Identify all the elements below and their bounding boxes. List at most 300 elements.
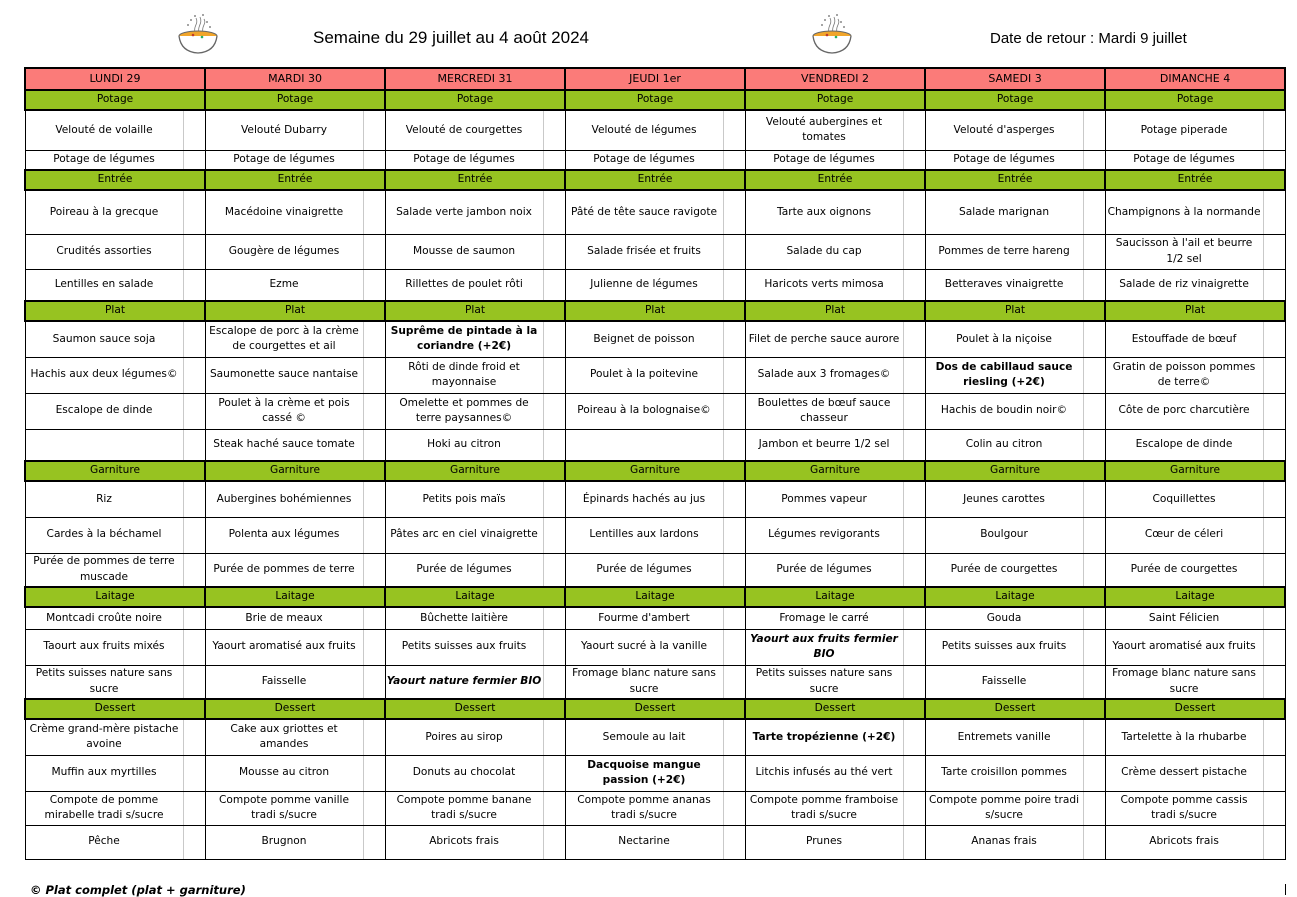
category-header: Entrée xyxy=(385,170,565,190)
tick-cell[interactable] xyxy=(903,321,925,357)
tick-cell[interactable] xyxy=(363,150,385,170)
category-header: Garniture xyxy=(25,461,205,481)
menu-item: Escalope de dinde xyxy=(25,393,183,429)
tick-cell[interactable] xyxy=(1083,607,1105,629)
menu-item: Compote pomme ananas tradi s/sucre xyxy=(565,791,723,825)
tick-cell[interactable] xyxy=(363,719,385,755)
menu-item: Bûchette laitière xyxy=(385,607,543,629)
tick-cell[interactable] xyxy=(183,629,205,665)
tick-cell[interactable] xyxy=(363,553,385,587)
menu-item: Filet de perche sauce aurore xyxy=(745,321,903,357)
menu-item: Velouté d'asperges xyxy=(925,110,1083,150)
menu-item: Boulgour xyxy=(925,517,1083,553)
tick-cell[interactable] xyxy=(543,665,565,699)
menu-row xyxy=(25,629,1285,665)
tick-cell[interactable] xyxy=(363,190,385,234)
tick-cell[interactable] xyxy=(1083,553,1105,587)
category-header-row xyxy=(25,90,1285,110)
tick-cell[interactable] xyxy=(723,190,745,234)
category-header: Laitage xyxy=(205,587,385,607)
menu-item: Hachis de boudin noir© xyxy=(925,393,1083,429)
menu-row xyxy=(25,665,1285,699)
category-header: Garniture xyxy=(745,461,925,481)
menu-item: Potage de légumes xyxy=(1105,150,1263,170)
tick-cell[interactable] xyxy=(543,481,565,517)
menu-item: Potage de légumes xyxy=(745,150,903,170)
menu-item: Brugnon xyxy=(205,825,363,859)
menu-item: Yaourt aromatisé aux fruits xyxy=(205,629,363,665)
menu-item: Pommes vapeur xyxy=(745,481,903,517)
tick-cell[interactable] xyxy=(1263,190,1285,234)
tick-cell[interactable] xyxy=(903,825,925,859)
menu-item: Compote de pomme mirabelle tradi s/sucre xyxy=(25,791,183,825)
menu-item: Jambon et beurre 1/2 sel xyxy=(745,429,903,461)
menu-item xyxy=(25,429,183,461)
tick-cell[interactable] xyxy=(1083,791,1105,825)
tick-cell[interactable] xyxy=(1263,393,1285,429)
menu-item: Lentilles en salade xyxy=(25,269,183,301)
menu-item: Salade aux 3 fromages© xyxy=(745,357,903,393)
menu-item: Prunes xyxy=(745,825,903,859)
menu-item: Compote pomme framboise tradi s/sucre xyxy=(745,791,903,825)
tick-cell[interactable] xyxy=(1083,357,1105,393)
tick-cell[interactable] xyxy=(183,825,205,859)
tick-cell[interactable] xyxy=(1083,825,1105,859)
menu-table xyxy=(24,67,1286,860)
tick-cell[interactable] xyxy=(723,629,745,665)
tick-cell[interactable] xyxy=(1083,755,1105,791)
menu-item: Potage de légumes xyxy=(205,150,363,170)
tick-cell[interactable] xyxy=(1263,607,1285,629)
tick-cell[interactable] xyxy=(183,607,205,629)
tick-cell[interactable] xyxy=(1263,481,1285,517)
tick-cell[interactable] xyxy=(543,190,565,234)
menu-item: Purée de courgettes xyxy=(925,553,1083,587)
tick-cell[interactable] xyxy=(1083,629,1105,665)
tick-cell[interactable] xyxy=(723,234,745,269)
menu-item: Tarte croisillon pommes xyxy=(925,755,1083,791)
tick-cell[interactable] xyxy=(723,719,745,755)
tick-cell[interactable] xyxy=(1083,719,1105,755)
menu-item: Saint Félicien xyxy=(1105,607,1263,629)
tick-cell[interactable] xyxy=(1083,110,1105,150)
tick-cell[interactable] xyxy=(903,629,925,665)
menu-item: Saumonette sauce nantaise xyxy=(205,357,363,393)
menu-item: Coquillettes xyxy=(1105,481,1263,517)
menu-item: Yaourt nature fermier BIO xyxy=(385,665,543,699)
category-header-row xyxy=(25,170,1285,190)
menu-item: Poulet à la poitevine xyxy=(565,357,723,393)
tick-cell[interactable] xyxy=(903,429,925,461)
menu-item: Beignet de poisson xyxy=(565,321,723,357)
tick-cell[interactable] xyxy=(543,607,565,629)
menu-item: Jeunes carottes xyxy=(925,481,1083,517)
menu-item: Cake aux griottes et amandes xyxy=(205,719,363,755)
tick-cell[interactable] xyxy=(543,791,565,825)
tick-cell[interactable] xyxy=(903,393,925,429)
menu-item: Rôti de dinde froid et mayonnaise xyxy=(385,357,543,393)
menu-item: Fromage le carré xyxy=(745,607,903,629)
tick-cell[interactable] xyxy=(723,825,745,859)
menu-item: Yaourt aux fruits fermier BIO xyxy=(745,629,903,665)
menu-row xyxy=(25,393,1285,429)
category-header: Plat xyxy=(565,301,745,321)
category-header: Laitage xyxy=(1105,587,1285,607)
tick-cell[interactable] xyxy=(1263,665,1285,699)
tick-cell[interactable] xyxy=(1263,234,1285,269)
tick-cell[interactable] xyxy=(903,517,925,553)
menu-item: Pâté de tête sauce ravigote xyxy=(565,190,723,234)
tick-cell[interactable] xyxy=(363,269,385,301)
tick-cell[interactable] xyxy=(1263,110,1285,150)
tick-cell[interactable] xyxy=(1263,719,1285,755)
tick-cell[interactable] xyxy=(543,110,565,150)
day-header: MARDI 30 xyxy=(205,68,385,90)
tick-cell[interactable] xyxy=(183,321,205,357)
menu-item: Petits suisses aux fruits xyxy=(925,629,1083,665)
tick-cell[interactable] xyxy=(1083,393,1105,429)
tick-cell[interactable] xyxy=(363,357,385,393)
category-header: Plat xyxy=(205,301,385,321)
tick-cell[interactable] xyxy=(543,393,565,429)
tick-cell[interactable] xyxy=(1263,755,1285,791)
tick-cell[interactable] xyxy=(183,110,205,150)
tick-cell[interactable] xyxy=(1263,791,1285,825)
return-date: Date de retour : Mardi 9 juillet xyxy=(990,30,1187,47)
category-header: Garniture xyxy=(385,461,565,481)
menu-item: Petits pois maïs xyxy=(385,481,543,517)
menu-item: Purée de pommes de terre muscade xyxy=(25,553,183,587)
category-header: Plat xyxy=(1105,301,1285,321)
menu-item: Faisselle xyxy=(925,665,1083,699)
menu-item: Estouffade de bœuf xyxy=(1105,321,1263,357)
menu-item: Potage de légumes xyxy=(925,150,1083,170)
category-header: Entrée xyxy=(565,170,745,190)
menu-item: Poireau à la grecque xyxy=(25,190,183,234)
day-header-row xyxy=(25,68,1285,90)
category-header: Dessert xyxy=(205,699,385,719)
menu-item: Légumes revigorants xyxy=(745,517,903,553)
tick-cell[interactable] xyxy=(543,429,565,461)
category-header: Potage xyxy=(385,90,565,110)
menu-row xyxy=(25,234,1285,269)
tick-cell[interactable] xyxy=(543,321,565,357)
tick-cell[interactable] xyxy=(903,755,925,791)
day-header: VENDREDI 2 xyxy=(745,68,925,90)
tick-cell[interactable] xyxy=(903,665,925,699)
category-header: Dessert xyxy=(565,699,745,719)
tick-cell[interactable] xyxy=(903,607,925,629)
tick-cell[interactable] xyxy=(183,791,205,825)
tick-cell[interactable] xyxy=(723,393,745,429)
menu-item: Purée de légumes xyxy=(565,553,723,587)
menu-item: Rillettes de poulet rôti xyxy=(385,269,543,301)
tick-cell[interactable] xyxy=(363,481,385,517)
menu-item: Petits suisses nature sans sucre xyxy=(25,665,183,699)
menu-item: Montcadi croûte noire xyxy=(25,607,183,629)
tick-cell[interactable] xyxy=(723,665,745,699)
category-header: Potage xyxy=(745,90,925,110)
menu-item: Pâtes arc en ciel vinaigrette xyxy=(385,517,543,553)
menu-item: Purée de courgettes xyxy=(1105,553,1263,587)
menu-item: Litchis infusés au thé vert xyxy=(745,755,903,791)
tick-cell[interactable] xyxy=(723,553,745,587)
tick-cell[interactable] xyxy=(363,629,385,665)
menu-row xyxy=(25,190,1285,234)
menu-item: Entremets vanille xyxy=(925,719,1083,755)
tick-cell[interactable] xyxy=(903,234,925,269)
tick-cell[interactable] xyxy=(1263,357,1285,393)
menu-item: Faisselle xyxy=(205,665,363,699)
menu-item: Champignons à la normande xyxy=(1105,190,1263,234)
menu-item: Escalope de porc à la crème de courgettes et ail xyxy=(205,321,363,357)
tick-cell[interactable] xyxy=(183,517,205,553)
menu-row xyxy=(25,269,1285,301)
tick-cell[interactable] xyxy=(1263,517,1285,553)
tick-cell[interactable] xyxy=(183,665,205,699)
tick-cell[interactable] xyxy=(1083,517,1105,553)
tick-cell[interactable] xyxy=(903,481,925,517)
tick-cell[interactable] xyxy=(543,553,565,587)
menu-item: Boulettes de bœuf sauce chasseur xyxy=(745,393,903,429)
menu-row xyxy=(25,429,1285,461)
tick-cell[interactable] xyxy=(723,150,745,170)
tick-cell[interactable] xyxy=(363,607,385,629)
menu-item: Pommes de terre hareng xyxy=(925,234,1083,269)
menu-item: Macédoine vinaigrette xyxy=(205,190,363,234)
menu-item: Haricots verts mimosa xyxy=(745,269,903,301)
category-header: Entrée xyxy=(25,170,205,190)
tick-cell[interactable] xyxy=(903,269,925,301)
tick-cell[interactable] xyxy=(1083,190,1105,234)
menu-item: Omelette et pommes de terre paysannes© xyxy=(385,393,543,429)
category-header: Entrée xyxy=(205,170,385,190)
day-header: SAMEDI 3 xyxy=(925,68,1105,90)
tick-cell[interactable] xyxy=(1083,481,1105,517)
menu-item: Compote pomme vanille tradi s/sucre xyxy=(205,791,363,825)
tick-cell[interactable] xyxy=(183,553,205,587)
menu-item: Saucisson à l'ail et beurre 1/2 sel xyxy=(1105,234,1263,269)
tick-cell[interactable] xyxy=(903,553,925,587)
menu-item: Brie de meaux xyxy=(205,607,363,629)
menu-item: Velouté de courgettes xyxy=(385,110,543,150)
menu-item: Petits suisses nature sans sucre xyxy=(745,665,903,699)
category-header-row xyxy=(25,301,1285,321)
tick-cell[interactable] xyxy=(363,665,385,699)
menu-item: Purée de légumes xyxy=(385,553,543,587)
category-header: Garniture xyxy=(565,461,745,481)
tick-cell[interactable] xyxy=(1083,269,1105,301)
menu-item: Abricots frais xyxy=(1105,825,1263,859)
menu-item: Dos de cabillaud sauce riesling (+2€) xyxy=(925,357,1083,393)
menu-item: Abricots frais xyxy=(385,825,543,859)
menu-item: Mousse de saumon xyxy=(385,234,543,269)
menu-item: Crème dessert pistache xyxy=(1105,755,1263,791)
tick-cell[interactable] xyxy=(903,190,925,234)
tick-cell[interactable] xyxy=(1083,321,1105,357)
category-header: Potage xyxy=(205,90,385,110)
tick-cell[interactable] xyxy=(1263,553,1285,587)
tick-cell[interactable] xyxy=(363,825,385,859)
tick-cell[interactable] xyxy=(363,110,385,150)
tick-cell[interactable] xyxy=(723,357,745,393)
category-header: Entrée xyxy=(925,170,1105,190)
menu-item: Semoule au lait xyxy=(565,719,723,755)
tick-cell[interactable] xyxy=(1083,665,1105,699)
menu-item: Suprême de pintade à la coriandre (+2€) xyxy=(385,321,543,357)
menu-item: Crudités assorties xyxy=(25,234,183,269)
tick-cell[interactable] xyxy=(543,517,565,553)
menu-item: Purée de légumes xyxy=(745,553,903,587)
menu-row xyxy=(25,481,1285,517)
menu-item: Potage de légumes xyxy=(25,150,183,170)
menu-row xyxy=(25,553,1285,587)
category-header: Plat xyxy=(925,301,1105,321)
tick-cell[interactable] xyxy=(903,719,925,755)
menu-item: Dacquoise mangue passion (+2€) xyxy=(565,755,723,791)
menu-item: Velouté de volaille xyxy=(25,110,183,150)
tick-cell[interactable] xyxy=(543,234,565,269)
tick-cell[interactable] xyxy=(1083,150,1105,170)
tick-cell[interactable] xyxy=(363,393,385,429)
tick-cell[interactable] xyxy=(363,321,385,357)
menu-item: Velouté Dubarry xyxy=(205,110,363,150)
menu-item: Salade de riz vinaigrette xyxy=(1105,269,1263,301)
menu-item: Nectarine xyxy=(565,825,723,859)
category-header: Dessert xyxy=(745,699,925,719)
page-edge-mark xyxy=(1285,884,1286,895)
tick-cell[interactable] xyxy=(363,755,385,791)
tick-cell[interactable] xyxy=(543,629,565,665)
tick-cell[interactable] xyxy=(543,719,565,755)
tick-cell[interactable] xyxy=(1263,269,1285,301)
menu-item: Poulet à la crème et pois cassé © xyxy=(205,393,363,429)
tick-cell[interactable] xyxy=(183,429,205,461)
menu-item: Riz xyxy=(25,481,183,517)
category-header: Plat xyxy=(25,301,205,321)
category-header: Dessert xyxy=(25,699,205,719)
menu-item: Lentilles aux lardons xyxy=(565,517,723,553)
category-header: Laitage xyxy=(25,587,205,607)
menu-item: Gouda xyxy=(925,607,1083,629)
menu-item: Pêche xyxy=(25,825,183,859)
menu-item: Fromage blanc nature sans sucre xyxy=(1105,665,1263,699)
tick-cell[interactable] xyxy=(183,481,205,517)
category-header: Entrée xyxy=(1105,170,1285,190)
tick-cell[interactable] xyxy=(363,517,385,553)
category-header: Potage xyxy=(1105,90,1285,110)
category-header: Garniture xyxy=(1105,461,1285,481)
tick-cell[interactable] xyxy=(903,357,925,393)
category-header: Plat xyxy=(385,301,565,321)
tick-cell[interactable] xyxy=(1263,321,1285,357)
tick-cell[interactable] xyxy=(1263,429,1285,461)
soup-bowl-icon xyxy=(173,12,223,58)
tick-cell[interactable] xyxy=(1083,429,1105,461)
category-header: Plat xyxy=(745,301,925,321)
menu-item: Épinards hachés au jus xyxy=(565,481,723,517)
tick-cell[interactable] xyxy=(903,110,925,150)
menu-row xyxy=(25,321,1285,357)
menu-item: Tarte aux oignons xyxy=(745,190,903,234)
menu-row xyxy=(25,719,1285,755)
tick-cell[interactable] xyxy=(543,150,565,170)
tick-cell[interactable] xyxy=(183,719,205,755)
tick-cell[interactable] xyxy=(1083,234,1105,269)
tick-cell[interactable] xyxy=(183,234,205,269)
category-header: Laitage xyxy=(565,587,745,607)
tick-cell[interactable] xyxy=(723,791,745,825)
category-header: Garniture xyxy=(925,461,1105,481)
category-header: Laitage xyxy=(385,587,565,607)
tick-cell[interactable] xyxy=(723,517,745,553)
menu-item: Cœur de céleri xyxy=(1105,517,1263,553)
menu-row xyxy=(25,825,1285,859)
tick-cell[interactable] xyxy=(183,150,205,170)
menu-item: Velouté de légumes xyxy=(565,110,723,150)
menu-item: Yaourt aromatisé aux fruits xyxy=(1105,629,1263,665)
tick-cell[interactable] xyxy=(363,234,385,269)
tick-cell[interactable] xyxy=(723,269,745,301)
tick-cell[interactable] xyxy=(183,190,205,234)
category-header: Entrée xyxy=(745,170,925,190)
day-header: LUNDI 29 xyxy=(25,68,205,90)
category-header: Potage xyxy=(925,90,1105,110)
menu-item: Velouté aubergines et tomates xyxy=(745,110,903,150)
tick-cell[interactable] xyxy=(1263,825,1285,859)
category-header: Potage xyxy=(25,90,205,110)
menu-item: Tarte tropézienne (+2€) xyxy=(745,719,903,755)
menu-item: Hachis aux deux légumes© xyxy=(25,357,183,393)
tick-cell[interactable] xyxy=(183,393,205,429)
menu-item: Steak haché sauce tomate xyxy=(205,429,363,461)
menu-item: Tartelette à la rhubarbe xyxy=(1105,719,1263,755)
tick-cell[interactable] xyxy=(723,429,745,461)
menu-row xyxy=(25,357,1285,393)
tick-cell[interactable] xyxy=(1263,629,1285,665)
tick-cell[interactable] xyxy=(543,357,565,393)
tick-cell[interactable] xyxy=(723,110,745,150)
tick-cell[interactable] xyxy=(903,791,925,825)
menu-item: Cardes à la béchamel xyxy=(25,517,183,553)
tick-cell[interactable] xyxy=(1263,150,1285,170)
day-header: DIMANCHE 4 xyxy=(1105,68,1285,90)
tick-cell[interactable] xyxy=(723,321,745,357)
tick-cell[interactable] xyxy=(363,429,385,461)
tick-cell[interactable] xyxy=(723,755,745,791)
tick-cell[interactable] xyxy=(543,825,565,859)
tick-cell[interactable] xyxy=(543,755,565,791)
menu-row xyxy=(25,607,1285,629)
tick-cell[interactable] xyxy=(183,755,205,791)
tick-cell[interactable] xyxy=(363,791,385,825)
menu-item: Taourt aux fruits mixés xyxy=(25,629,183,665)
tick-cell[interactable] xyxy=(543,269,565,301)
tick-cell[interactable] xyxy=(903,150,925,170)
tick-cell[interactable] xyxy=(723,481,745,517)
menu-item: Salade frisée et fruits xyxy=(565,234,723,269)
tick-cell[interactable] xyxy=(183,357,205,393)
menu-item: Escalope de dinde xyxy=(1105,429,1263,461)
footnote: © Plat complet (plat + garniture) xyxy=(30,883,246,897)
tick-cell[interactable] xyxy=(723,607,745,629)
menu-item: Compote pomme cassis tradi s/sucre xyxy=(1105,791,1263,825)
menu-item: Gougère de légumes xyxy=(205,234,363,269)
day-header: JEUDI 1er xyxy=(565,68,745,90)
category-header: Laitage xyxy=(925,587,1105,607)
tick-cell[interactable] xyxy=(183,269,205,301)
menu-item: Poulet à la niçoise xyxy=(925,321,1083,357)
